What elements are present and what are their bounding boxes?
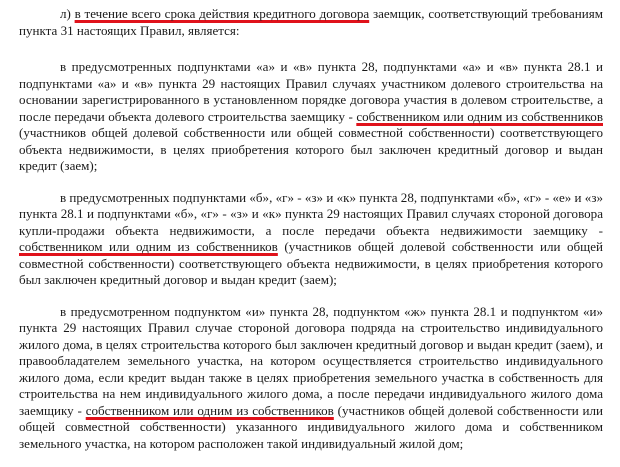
item-marker: л) <box>60 6 75 21</box>
clause-text-before: в предусмотренных подпунктами «а» и «в» пункта 28, подпунктами «а» и «в» пункта 28.1 и подпунктами «а» и «в» пункта 29 настоящих Правил случаях участником долевого строительства на основании зарегистрированного в установленном порядке договора участия в долевом строительстве, а после передачи объекта долевого строительства заемщику - <box>19 59 603 124</box>
intro-text: заемщик, соответствующий требованиям пункта 31 настоящих Правил, является: <box>19 6 603 38</box>
legal-document <box>19 6 603 467</box>
highlighted-phrase: собственником или одним из собственников <box>356 108 603 124</box>
intro-paragraph <box>19 6 603 39</box>
clause-text-after: (участников общей долевой собственности или общей совместной собственности) соответствующего объекта недвижимости, в целях приобретения которого был заключен кредитный договор и выдан кредит (заем); <box>19 239 603 287</box>
clause-paragraph-2 <box>19 190 603 289</box>
clause-paragraph-1 <box>19 59 603 175</box>
highlighted-phrase: собственником или одним из собственников <box>19 239 278 254</box>
clause-paragraph-3 <box>19 304 603 453</box>
clause-text-after: (участников общей долевой собственности или общей совместной собственности) указанного индивидуального жилого дома и собственником земельного участка, на котором расположен такой индивидуальный жилой дом; <box>19 402 604 451</box>
highlighted-phrase: в течение всего срока действия кредитного договора <box>74 6 370 21</box>
clause-text-before: в предусмотренных подпунктами «б», «г» - «з» и «к» пункта 28, подпунктами «б», «г» - «е» и «з» пункта 28.1 и подпунктами «б», «г» - «з» и «к» пункта 29 настоящих Правил случаях стороной договора купли-продажи объекта недвижимости, а после передачи объекта недвижимости заемщику - <box>19 189 603 238</box>
clause-text-before: в предусмотренном подпунктом «и» пункта 28, подпунктом «ж» пункта 28.1 и подпунктом «и» пункта 29 настоящих Правил случае стороной договора подряда на строительство индивидуального жилого дома, в целях строительства которого был заключен кредитный договор и выдан кредит (заем), и правообладателем земельного участка, на котором осуществляется строительство индивидуального жилого дома, если кредит выдан также в целях приобретения земельного участка в собственность для строительства на нем индивидуального жилого дома, а после передачи индивидуального жилого дома заемщику - <box>19 303 603 418</box>
clause-text-after: (участников общей долевой собственности или общей совместной собственности) соответствующего объекта недвижимости, в целях приобретения которого был заключен кредитный договор и выдан кредит (заем); <box>19 125 603 173</box>
highlighted-phrase: собственником или одним из собственников <box>85 402 334 418</box>
